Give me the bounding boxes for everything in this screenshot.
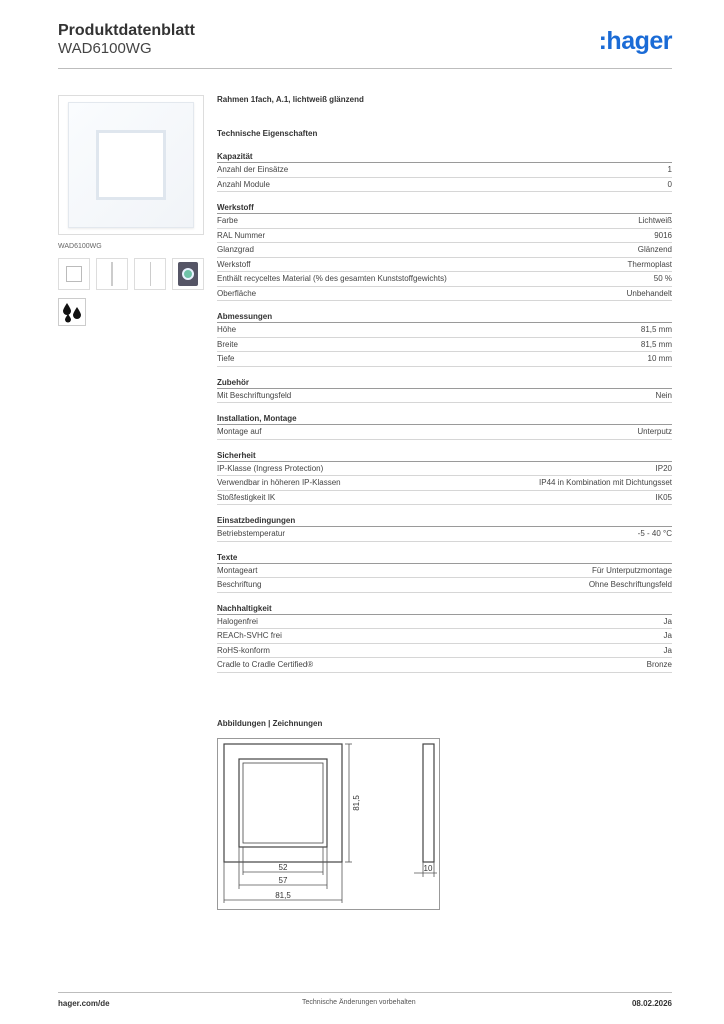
spec-label: Anzahl der Einsätze [217,165,289,174]
spec-label: Mit Beschriftungsfeld [217,390,292,400]
dim-mid-label: 57 [278,876,288,885]
section-title: Werkstoff [217,202,672,214]
document-title: Produktdatenblatt [58,22,195,39]
spec-row [217,287,672,302]
spec-label: RAL Nummer [217,230,266,240]
product-image [58,95,204,235]
spec-value: IP20 [655,463,672,473]
spec-label: Cradle to Cradle Certified® [217,660,314,669]
page-footer [58,992,672,1012]
spec-section [217,151,672,192]
spec-label: Werkstoff [217,259,251,269]
spec-label: Farbe [217,216,238,225]
technical-data [217,95,672,673]
spec-label: Anzahl Module [217,179,270,189]
footer-website[interactable]: hager.com/de [58,999,110,1008]
section-title: Einsatzbedingungen [217,515,672,527]
spec-label: Enthält recyceltes Material (% des gesamten Kunststoffgewichts) [217,274,447,283]
section-title: Abmessungen [217,311,672,323]
frame-side-icon[interactable] [96,258,128,290]
spec-row [217,229,672,244]
spec-row [217,527,672,542]
ip-water-drops-icon [58,298,86,326]
spec-value: 1 [667,165,672,174]
dim-height-label: 81,5 [352,795,361,811]
spec-row [217,352,672,367]
spec-value: Ohne Beschriftungsfeld [588,580,672,589]
section-title: Kapazität [217,151,672,163]
spec-value: 81,5 mm [640,339,672,349]
spec-row [217,425,672,440]
dim-outer-label: 81,5 [275,891,291,900]
spec-label: Glanzgrad [217,245,254,254]
spec-value: Ja [663,645,672,655]
spec-section [217,202,672,301]
dim-depth-label: 10 [423,864,433,873]
spec-value: Thermoplast [627,259,672,269]
spec-value: Glänzend [637,245,672,254]
thumbnail-strip [58,258,204,290]
section-title: Installation, Montage [217,413,672,425]
drawings-title: Abbildungen | Zeichnungen [217,719,323,728]
tech-heading: Technische Eigenschaften [217,129,318,138]
cradle-certified-icon[interactable] [172,258,204,290]
spec-row [217,629,672,644]
spec-value: -5 - 40 °C [637,529,672,538]
spec-row [217,491,672,506]
spec-section [217,311,672,367]
spec-value: Ja [663,616,672,626]
spec-label: Oberfläche [217,288,257,298]
spec-label: Montageart [217,565,258,575]
spec-value: Unbehandelt [626,288,672,298]
spec-label: RoHS-konform [217,645,270,655]
section-title: Nachhaltigkeit [217,603,672,615]
spec-section [217,515,672,542]
dim-inner-label: 52 [278,863,288,872]
spec-row [217,163,672,178]
spec-value: IK05 [655,492,672,502]
product-code: WAD6100WG [58,40,152,57]
spec-row [217,658,672,673]
spec-value: IP44 in Kombination mit Dichtungsset [539,478,672,487]
spec-value: Nein [655,390,672,400]
spec-label: Tiefe [217,354,235,363]
spec-row [217,462,672,477]
frame-front-icon[interactable] [58,258,90,290]
frame-outer [68,102,194,228]
spec-row [217,476,672,491]
spec-value: Ja [663,631,672,640]
frame-edge-icon[interactable] [134,258,166,290]
spec-row [217,338,672,353]
frame-inner [96,130,166,200]
spec-value: Für Unterputzmontage [591,565,672,575]
spec-row [217,644,672,659]
spec-row [217,389,672,404]
spec-section [217,413,672,440]
image-caption: WAD6100WG [58,243,102,250]
page-header [58,22,672,69]
spec-section [217,603,672,673]
spec-section [217,450,672,506]
spec-row [217,323,672,338]
product-name: Rahmen 1fach, A.1, lichtweiß glänzend [217,95,364,104]
spec-label: Stoßfestigkeit IK [217,492,276,502]
section-title: Sicherheit [217,450,672,462]
spec-section [217,377,672,404]
spec-row [217,615,672,630]
hager-logo: :hager [598,27,672,55]
spec-value: Lichtweiß [638,216,672,225]
spec-label: Montage auf [217,427,262,436]
spec-value: Unterputz [637,427,672,436]
spec-section [217,552,672,593]
spec-label: Breite [217,339,238,349]
spec-row [217,272,672,287]
spec-row [217,214,672,229]
spec-value: 0 [667,179,672,189]
footer-date: 08.02.2026 [631,999,672,1008]
spec-label: Beschriftung [217,580,262,589]
spec-row [217,564,672,579]
spec-value: 81,5 mm [640,325,672,334]
spec-value: 50 % [653,274,672,283]
spec-label: IP-Klasse (Ingress Protection) [217,463,324,473]
spec-value: Bronze [646,660,672,669]
sections-container [217,151,672,673]
spec-row [217,243,672,258]
spec-value: 10 mm [647,354,672,363]
spec-row [217,578,672,593]
spec-label: REACh-SVHC frei [217,631,282,640]
spec-row [217,178,672,193]
product-media [58,95,204,326]
spec-label: Höhe [217,325,237,334]
spec-row [217,258,672,273]
footer-disclaimer: Technische Änderungen vorbehalten [302,999,416,1006]
spec-label: Verwendbar in höheren IP-Klassen [217,478,341,487]
spec-label: Betriebstemperatur [217,529,286,538]
spec-label: Halogenfrei [217,616,258,626]
section-title: Zubehör [217,377,672,389]
spec-value: 9016 [654,230,672,240]
section-title: Texte [217,552,672,564]
technical-drawing [217,738,440,910]
